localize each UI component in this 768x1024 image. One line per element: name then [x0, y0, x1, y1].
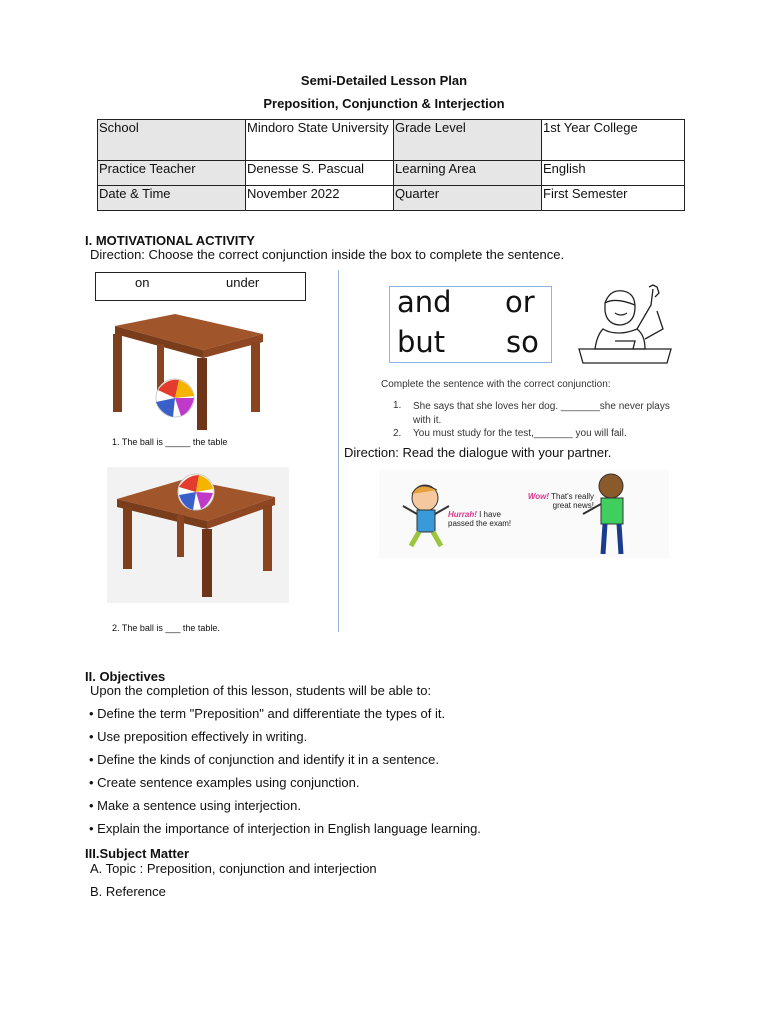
objectives-list	[89, 706, 481, 844]
table-ball-on-image	[107, 467, 289, 603]
objectives-intro: Upon the completion of this lesson, students will be able to:	[90, 683, 432, 698]
table-row	[98, 186, 685, 211]
table-row	[98, 120, 685, 161]
dialogue-image	[379, 470, 669, 558]
table-cell: Practice Teacher	[98, 161, 246, 186]
complete-instruction: Complete the sentence with the correct conjunction:	[381, 379, 611, 390]
list-item: • Create sentence examples using conjunction.	[89, 775, 481, 798]
table-cell: English	[542, 161, 685, 186]
sentence-2-number: 2.	[393, 428, 402, 439]
word-box	[95, 272, 306, 301]
conjunction-but: but	[397, 325, 446, 359]
table-cell: First Semester	[542, 186, 685, 211]
lesson-info-table	[97, 119, 685, 211]
table-row	[98, 161, 685, 186]
dialogue-direction: Direction: Read the dialogue with your partner.	[344, 445, 612, 460]
interjection-hurrah: Hurrah!	[448, 510, 477, 519]
subject-matter-heading: III.Subject Matter	[85, 846, 190, 861]
conjunction-and: and	[397, 285, 452, 319]
list-item: • Define the kinds of conjunction and identify it in a sentence.	[89, 752, 481, 775]
list-item: • Use preposition effectively in writing.	[89, 729, 481, 752]
table-cell: November 2022	[246, 186, 394, 211]
sentence-1: She says that she loves her dog. _______she never plays with it.	[413, 401, 670, 426]
list-item: • Define the term "Preposition" and differentiate the types of it.	[89, 706, 481, 729]
table-cell: Quarter	[394, 186, 542, 211]
table-cell: 1st Year College	[542, 120, 685, 161]
document-subtitle: Preposition, Conjunction & Interjection	[263, 96, 505, 111]
speech-bubble-2-text: That's really great news!	[549, 492, 594, 510]
sentence-1-number: 1.	[393, 400, 402, 411]
sentence-2: You must study for the test,_______ you will fail.	[413, 428, 627, 439]
table-cell: Date & Time	[98, 186, 246, 211]
table-cell: Learning Area	[394, 161, 542, 186]
exercise-item-1: 1. The ball is _____ the table	[112, 437, 228, 447]
motivational-heading: I. MOTIVATIONAL ACTIVITY	[85, 233, 255, 248]
motivational-direction: Direction: Choose the correct conjunction inside the box to complete the sentence.	[90, 247, 565, 262]
table-cell: Grade Level	[394, 120, 542, 161]
exercise-item-2: 2. The ball is ___ the table.	[112, 623, 220, 633]
interjection-wow: Wow!	[527, 492, 550, 501]
word-box-on: on	[135, 275, 150, 290]
speech-bubble-2	[526, 492, 594, 510]
speech-bubble-1-text: I have passed the exam!	[448, 510, 512, 528]
list-item: • Explain the importance of interjection in English language learning.	[89, 821, 481, 844]
speech-bubble-1	[448, 510, 528, 528]
table-ball-under-image	[95, 306, 265, 430]
table-cell: School	[98, 120, 246, 161]
document-title: Semi-Detailed Lesson Plan	[300, 73, 468, 88]
subject-topic: A. Topic : Preposition, conjunction and interjection	[90, 861, 377, 876]
subject-reference: B. Reference	[90, 884, 166, 899]
conjunction-or: or	[505, 285, 535, 319]
student-raising-hand-image	[575, 283, 675, 373]
conjunction-box	[389, 286, 552, 363]
table-cell: Mindoro State University	[246, 120, 394, 161]
objectives-heading: II. Objectives	[85, 669, 166, 684]
list-item: • Make a sentence using interjection.	[89, 798, 481, 821]
conjunction-so: so	[506, 325, 539, 359]
column-divider	[338, 270, 339, 632]
word-box-under: under	[226, 275, 260, 290]
table-cell: Denesse S. Pascual	[246, 161, 394, 186]
